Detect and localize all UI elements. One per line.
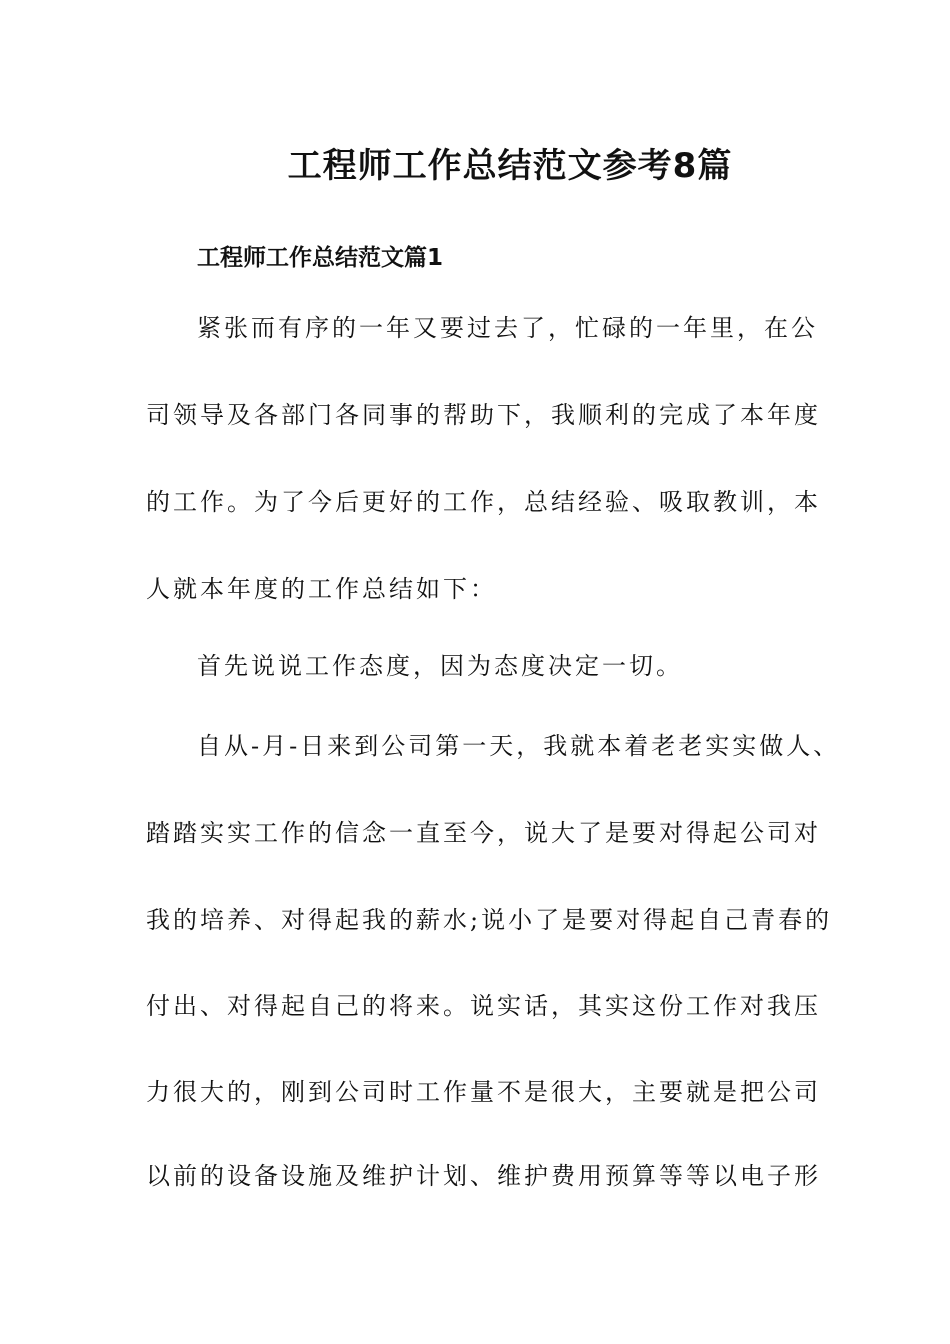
- paragraph-line: 首先说说工作态度，因为态度决定一切。: [197, 652, 683, 680]
- paragraph-line: 力很大的，刚到公司时工作量不是很大，主要就是把公司: [146, 1078, 821, 1106]
- paragraph-line: 司领导及各部门各同事的帮助下，我顺利的完成了本年度: [146, 401, 821, 429]
- section-heading: 工程师工作总结范文篇1: [197, 245, 444, 271]
- document-title: 工程师工作总结范文参考8篇: [287, 146, 733, 186]
- paragraph-line: 以前的设备设施及维护计划、维护费用预算等等以电子形: [146, 1162, 821, 1190]
- paragraph-line: 踏踏实实工作的信念一直至今，说大了是要对得起公司对: [146, 819, 821, 847]
- paragraph-line: 我的培养、对得起我的薪水;说小了是要对得起自己青春的: [146, 906, 833, 934]
- paragraph-line: 自从-月-日来到公司第一天，我就本着老老实实做人、: [197, 732, 841, 760]
- paragraph-line: 付出、对得起自己的将来。说实话，其实这份工作对我压: [146, 992, 821, 1020]
- paragraph-line: 紧张而有序的一年又要过去了，忙碌的一年里，在公: [197, 314, 818, 342]
- paragraph-line: 的工作。为了今后更好的工作，总结经验、吸取教训，本: [146, 488, 821, 516]
- paragraph-line: 人就本年度的工作总结如下：: [146, 575, 497, 603]
